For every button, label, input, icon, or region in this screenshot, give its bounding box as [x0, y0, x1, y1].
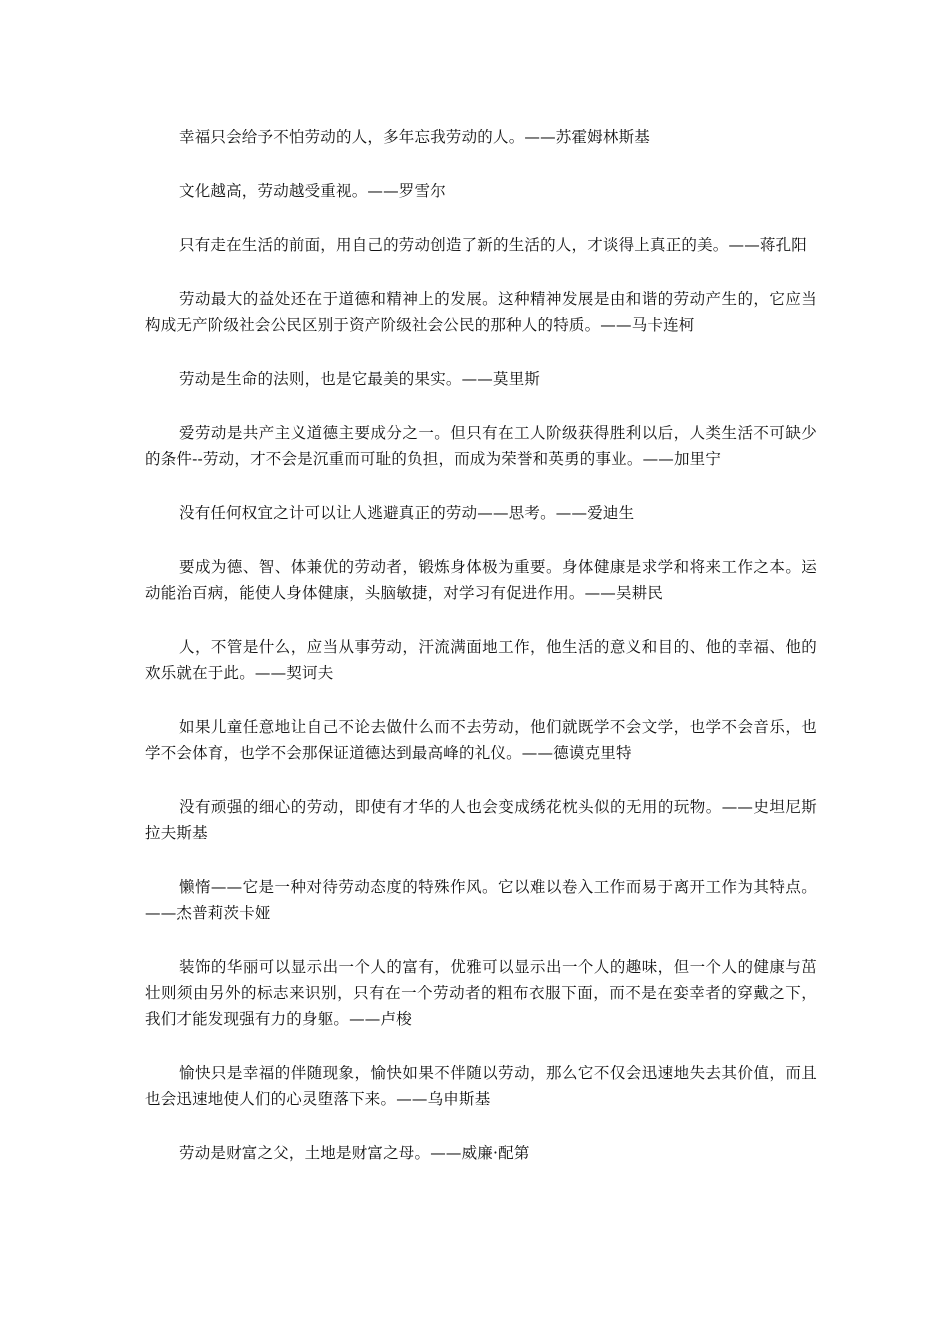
- quote-paragraph: 劳动最大的益处还在于道德和精神上的发展。这种精神发展是由和谐的劳动产生的，它应当构成无产阶级社会公民区别于资产阶级社会公民的那种人的特质。——马卡连柯: [145, 290, 817, 334]
- quote-paragraph: 劳动是生命的法则，也是它最美的果实。——莫里斯: [179, 370, 541, 388]
- quote-paragraph: 愉快只是幸福的伴随现象，愉快如果不伴随以劳动，那么它不仅会迅速地失去其价值，而且也会迅速地使人们的心灵堕落下来。——乌申斯基: [145, 1064, 817, 1108]
- quote-paragraph: 装饰的华丽可以显示出一个人的富有，优雅可以显示出一个人的趣味，但一个人的健康与茁壮则须由另外的标志来识别，只有在一个劳动者的粗布衣服下面，而不是在娈幸者的穿戴之下，我们才能发现强有力的身躯。——卢梭: [145, 958, 817, 1028]
- quote-paragraph: 要成为德、智、体兼优的劳动者，锻炼身体极为重要。身体健康是求学和将来工作之本。运动能治百病，能使人身体健康，头脑敏捷，对学习有促进作用。——吴耕民: [145, 558, 817, 602]
- quote-paragraph: 爱劳动是共产主义道德主要成分之一。但只有在工人阶级获得胜利以后，人类生活不可缺少的条件--劳动，才不会是沉重而可耻的负担，而成为荣誉和英勇的事业。——加里宁: [145, 424, 817, 468]
- quote-paragraph: 幸福只会给予不怕劳动的人，多年忘我劳动的人。——苏霍姆林斯基: [179, 128, 651, 146]
- quote-paragraph: 文化越高，劳动越受重视。——罗雪尔: [179, 182, 446, 200]
- quote-list: [145, 124, 817, 1194]
- quote-paragraph: 没有顽强的细心的劳动，即使有才华的人也会变成绣花枕头似的无用的玩物。——史坦尼斯拉夫斯基: [145, 798, 817, 842]
- quote-paragraph: 劳动是财富之父，土地是财富之母。——威廉·配第: [179, 1144, 530, 1162]
- quote-paragraph: 人，不管是什么，应当从事劳动，汗流满面地工作，他生活的意义和目的、他的幸福、他的欢乐就在于此。——契诃夫: [145, 638, 817, 682]
- quote-paragraph: 懒惰——它是一种对待劳动态度的特殊作风。它以难以卷入工作而易于离开工作为其特点。——杰普莉茨卡娅: [145, 878, 817, 922]
- quote-paragraph: 如果儿童任意地让自己不论去做什么而不去劳动，他们就既学不会文学，也学不会音乐，也学不会体育，也学不会那保证道德达到最高峰的礼仪。——德谟克里特: [145, 718, 817, 762]
- quote-paragraph: 没有任何权宜之计可以让人逃避真正的劳动——思考。——爱迪生: [179, 504, 635, 522]
- quote-paragraph: 只有走在生活的前面，用自己的劳动创造了新的生活的人，才谈得上真正的美。——蒋孔阳: [179, 236, 808, 254]
